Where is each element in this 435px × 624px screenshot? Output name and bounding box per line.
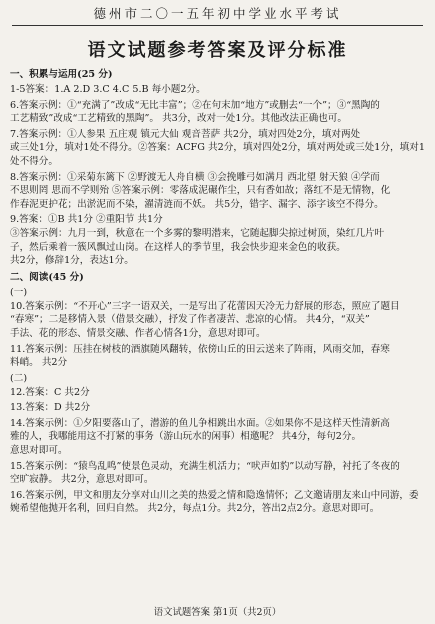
answer-line: 7.答案示例：①人参果 五庄观 镇元大仙 观音菩萨 共2分，填对四处2分，填对两处 bbox=[10, 128, 361, 140]
answer-item bbox=[10, 99, 425, 126]
answer-line: 工艺精致”改成“工艺精致的黑陶”。 共3分，改对一处1分。其他改法正确也可。 bbox=[10, 113, 347, 125]
answer-line: 6.答案示例：①“充满了”改成“无比丰富”；②在句末加“地方”或删去“一个”；③“黑陶的 bbox=[10, 99, 380, 111]
answer-line: 16.答案示例，甲文和朋友分享对山川之美的热爱之情和隐逸情怀；乙文邀请朋友来山中同游，委 bbox=[10, 489, 419, 501]
answer-line: 作春泥更护花；出淤泥而不染，濯清涟而不妖。 共5分，错字、漏字、添字该空不得分。 bbox=[10, 198, 384, 210]
answer-line: 12.答案：C 共2分 bbox=[10, 386, 90, 398]
answer-line: 15.答案示例：“猿鸟乱鸣”使景色灵动，充满生机活力；“吠声如豹”以动写静，衬托了冬夜的 bbox=[10, 460, 400, 472]
answer-line: 婉希望他抛开名利，回归自然。 共2分，每点1分。共2分，答出2点2分。意思对即可。 bbox=[10, 503, 380, 515]
answer-line: 手法、花的形态、情景交融、作者心情各1分，意思对即可。 bbox=[10, 327, 266, 339]
answer-item bbox=[10, 401, 425, 415]
answer-line: 子，然后乘着一簇风飘过山岗。在这样人的季节里，我会快步迎来金色的收获。 bbox=[10, 241, 346, 253]
answer-line: 1-5答案：1.A 2.D 3.C 4.C 5.B 每小题2分。 bbox=[10, 84, 206, 95]
answer-item bbox=[10, 128, 425, 169]
answer-item bbox=[10, 386, 425, 400]
answer-item bbox=[10, 83, 425, 97]
answer-item bbox=[10, 213, 425, 267]
answer-line: “春寒”；二是移情入景（借景交融），抒发了作者凄苦、悲凉的心情。 共4分，“双关” bbox=[10, 314, 370, 326]
answer-line: 共2分，修辞1分，表达1分。 bbox=[10, 255, 134, 267]
answer-line: 雅的人，我哪能用这不打紧的事务（游山玩水的闲事）相邀呢？ 共4分，每句2分。 bbox=[10, 431, 362, 443]
answer-line: 或三处1分，填对1处不得分。②答案：ACFG 共2分，填对四处2分，填对两处或三处1分，填对1处不得分。 bbox=[10, 142, 425, 167]
answer-line: 10.答案示例：“不开心”三字一语双关，一是写出了花蕾因天冷无力舒展的形态，照应了题目 bbox=[10, 300, 400, 312]
answer-line: 11.答案示例：压挂在树枝的酒旗随风翻转，依傍山丘的田云送来了阵雨，风雨交加，春寒 bbox=[10, 343, 390, 355]
answer-line: 8.答案示例：①采菊东篱下 ②野渡无人舟自横 ③会挽雕弓如满月 西北望 射天狼 ④学而 bbox=[10, 171, 380, 183]
answer-line: 空旷寂静。 共2分，意思对即可。 bbox=[10, 474, 154, 486]
section-items bbox=[10, 300, 425, 370]
answer-line: 9.答案：①B 共1分 ②重阳节 共1分 bbox=[10, 214, 163, 226]
subsection-label: (一) bbox=[10, 286, 28, 298]
answer-item bbox=[10, 343, 425, 370]
section-heading: 二、阅读(45 分) bbox=[10, 271, 84, 283]
answer-item bbox=[10, 417, 425, 458]
section-items bbox=[10, 83, 425, 268]
subsection-label: (二) bbox=[10, 372, 28, 384]
answer-line: ③答案示例：九月一到，秋意在一个多雾的黎明潜来，它随起脚尖掠过树顶，染红几片叶 bbox=[10, 227, 385, 239]
answer-line: 不思则罔 思而不学则殆 ⑤答案示例：零落成泥碾作尘，只有香如故；落红不是无情物，化 bbox=[10, 185, 391, 197]
page-footer: 语文试题答案 第1页（共2页） bbox=[153, 607, 282, 618]
answer-line: 13.答案：D 共2分 bbox=[10, 402, 91, 414]
answer-item bbox=[10, 489, 425, 516]
answer-item bbox=[10, 171, 425, 212]
answer-item bbox=[10, 460, 425, 487]
answer-line: 料峭。 共2分 bbox=[10, 357, 68, 369]
exam-header: 德州市二〇一五年初中学业水平考试 bbox=[12, 4, 423, 26]
answer-line: 意思对即可。 bbox=[10, 445, 68, 457]
section-heading: 一、积累与运用(25 分) bbox=[10, 69, 113, 80]
answer-item bbox=[10, 300, 425, 341]
document-title: 语文试题参考答案及评分标准 bbox=[87, 40, 348, 61]
answer-line: 14.答案示例：①夕阳要落山了，潜游的鱼儿争相跳出水面。②如果你不是这样天性清新高 bbox=[10, 417, 390, 429]
section-items bbox=[10, 386, 425, 516]
